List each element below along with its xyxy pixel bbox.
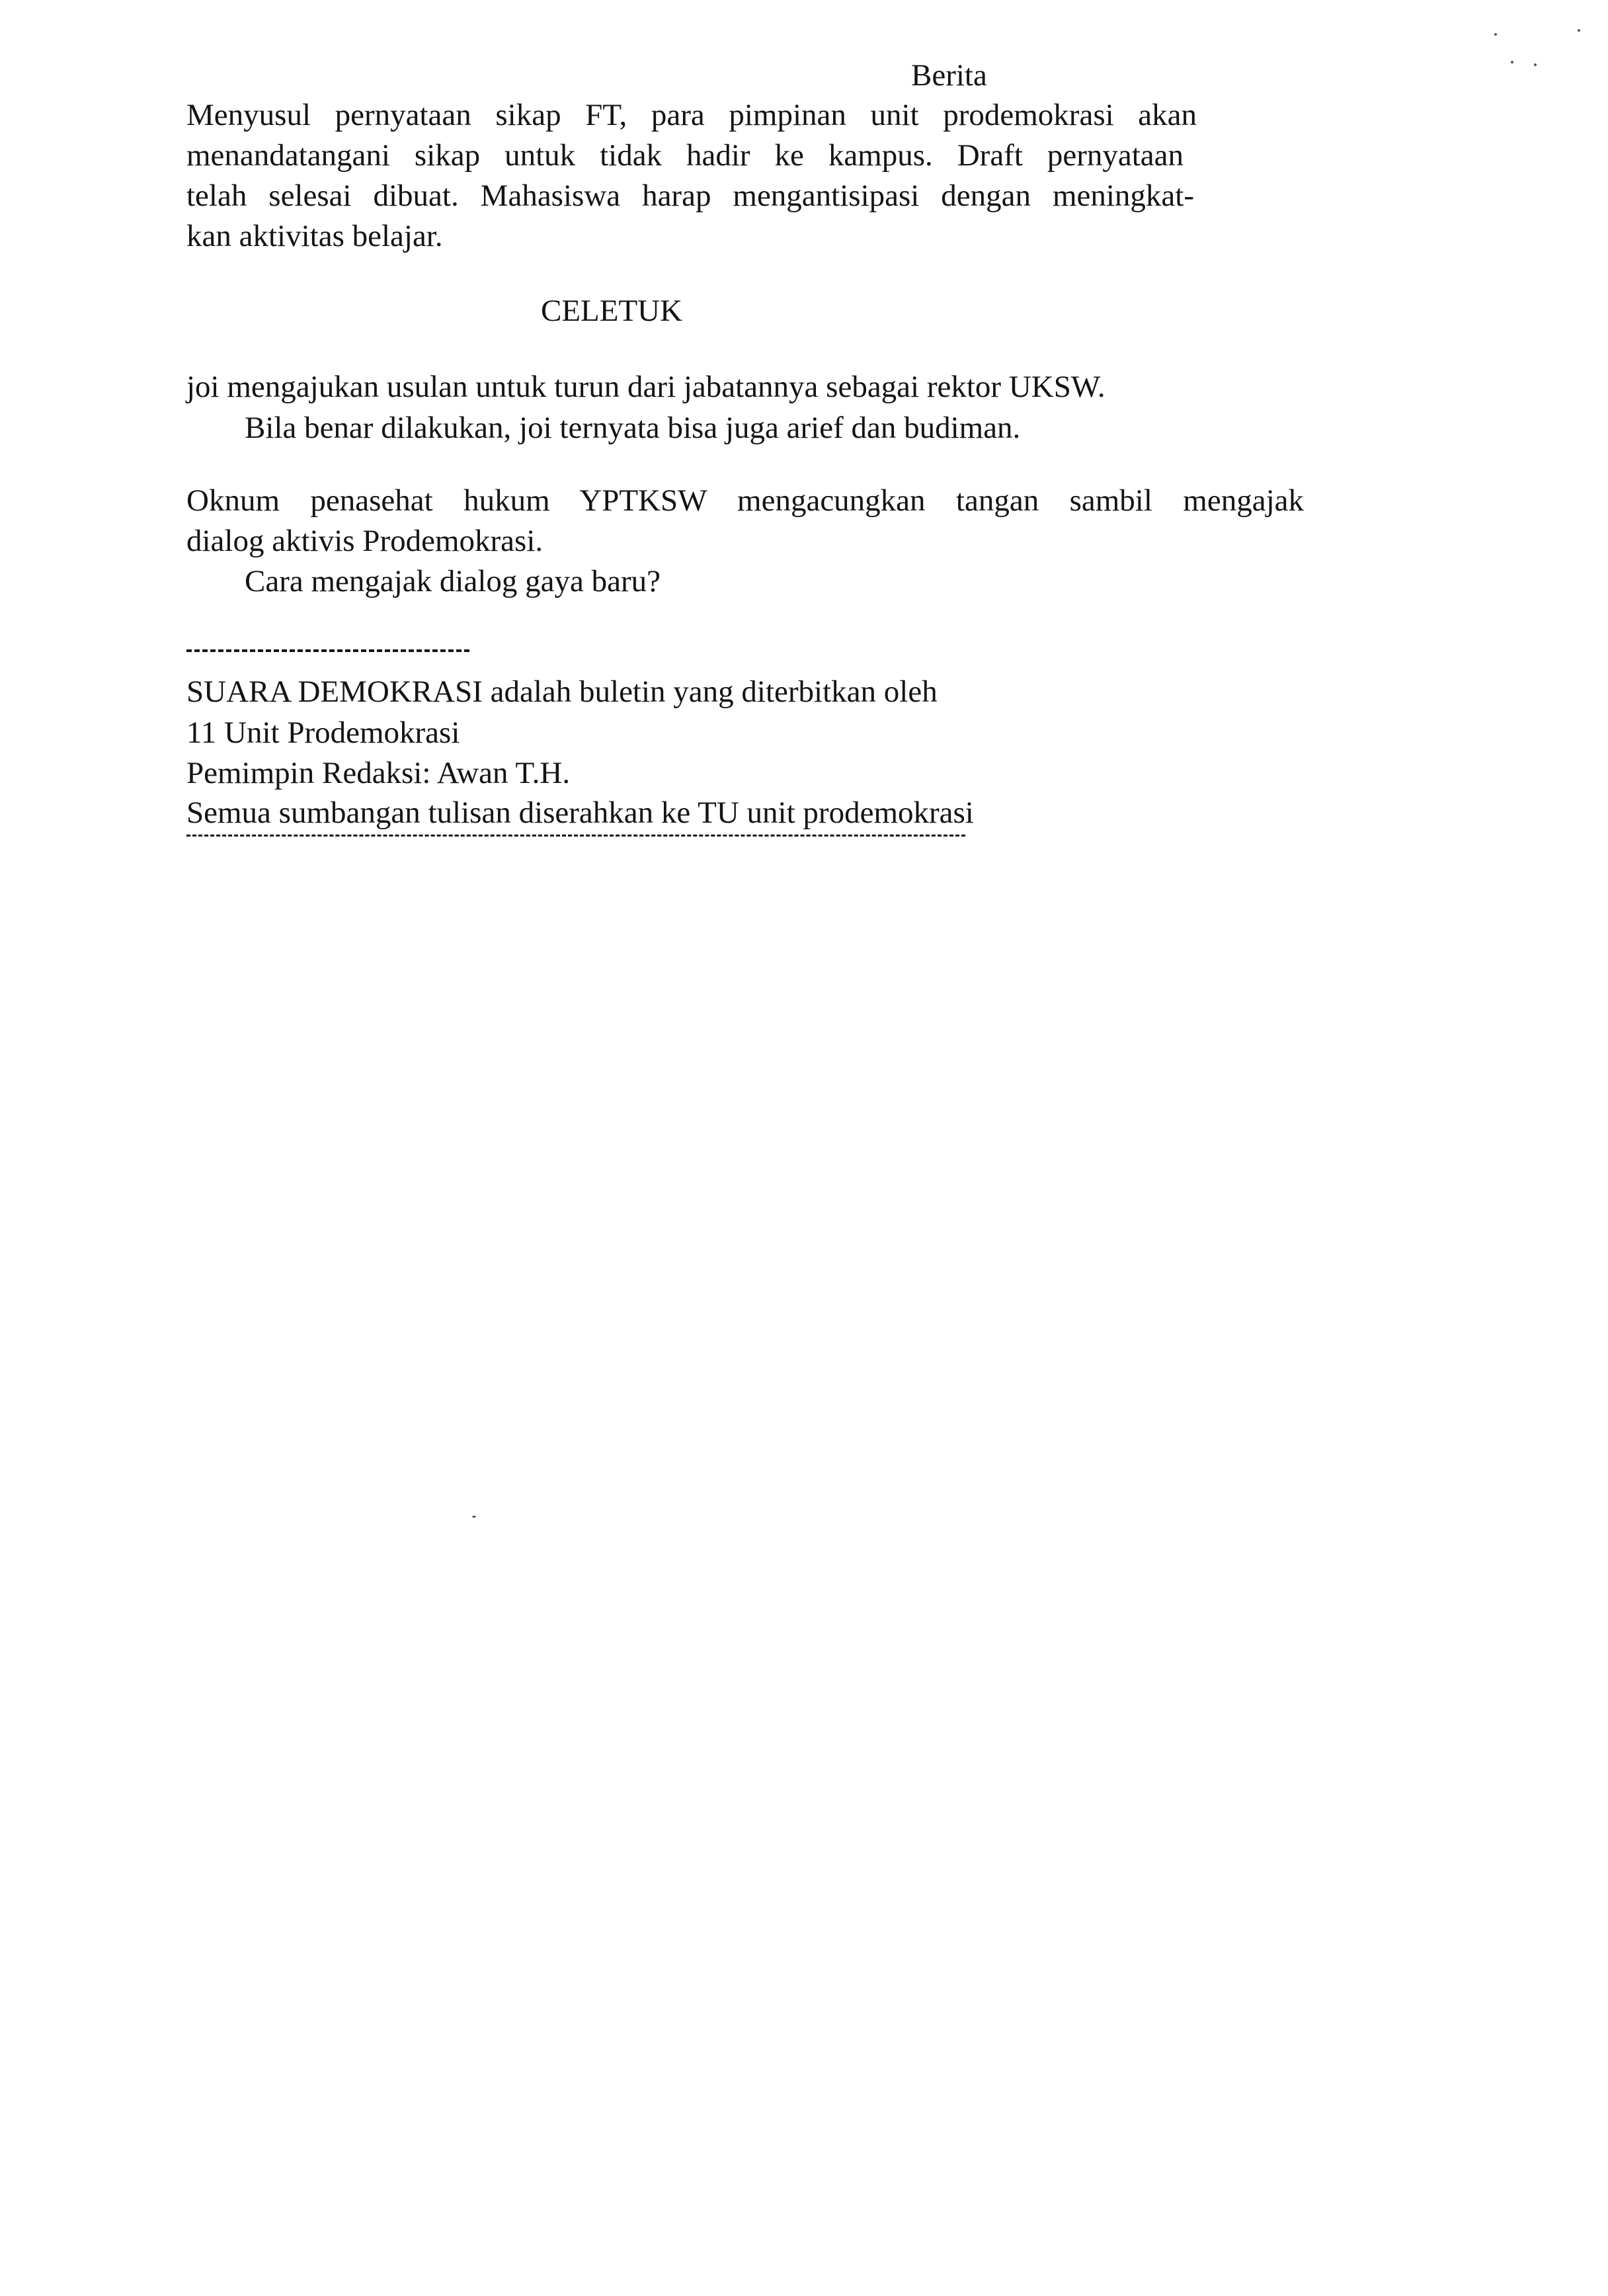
colophon-line: 11 Unit Prodemokrasi	[186, 716, 460, 750]
divider-dashed-short	[186, 649, 469, 652]
scan-speck	[1494, 33, 1497, 36]
section-label: Berita	[911, 58, 987, 93]
berita-line: Menyusul pernyataan sikap FT, para pimpinan unit prodemokrasi akan	[186, 98, 1197, 132]
celetuk-statement: joi mengajukan usulan untuk turun dari jabatannya sebagai rektor UKSW.	[186, 370, 1106, 404]
celetuk-heading: CELETUK	[541, 294, 683, 328]
colophon-line: Pemimpin Redaksi: Awan T.H.	[186, 756, 571, 790]
celetuk-statement: Oknum penasehat hukum YPTKSW mengacungkan tangan sambil mengajak	[186, 483, 1304, 518]
colophon-line: Semua sumbangan tulisan diserahkan ke TU unit prodemokrasi	[186, 796, 974, 830]
celetuk-comment: Cara mengajak dialog gaya baru?	[245, 564, 661, 598]
scan-speck	[1534, 63, 1537, 66]
berita-line: menandatangani sikap untuk tidak hadir ke kampus. Draft pernyataan	[186, 138, 1184, 173]
berita-line: telah selesai dibuat. Mahasiswa harap mengantisipasi dengan meningkat-	[186, 179, 1194, 213]
celetuk-statement: dialog aktivis Prodemokrasi.	[186, 524, 543, 558]
berita-line: kan aktivitas belajar.	[186, 219, 443, 253]
divider-dashed-long	[186, 835, 965, 837]
celetuk-comment: Bila benar dilakukan, joi ternyata bisa juga arief dan budiman.	[245, 411, 1021, 445]
scan-speck	[1511, 61, 1513, 63]
colophon-line: SUARA DEMOKRASI adalah buletin yang diterbitkan oleh	[186, 675, 938, 709]
scan-speck	[472, 1516, 476, 1518]
scan-speck	[1578, 29, 1580, 32]
